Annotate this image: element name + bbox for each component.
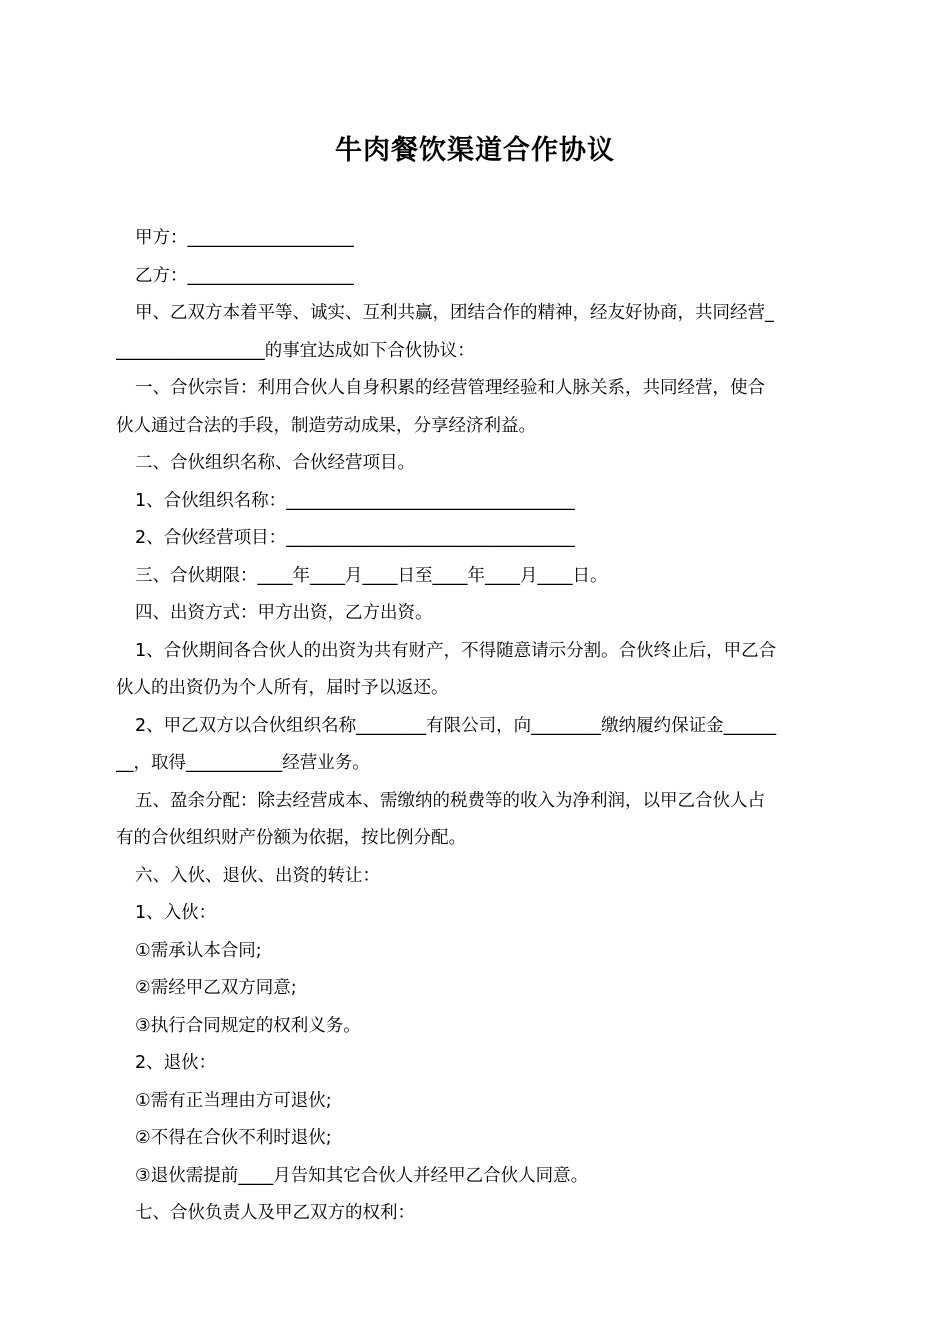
business-project-line: 2、合伙经营项目：_________________________________: [135, 528, 575, 548]
admission-item-1: ①需承认本合同;: [135, 940, 262, 961]
section-4-heading: 四、出资方式：甲方出资，乙方出资。: [135, 603, 433, 623]
party-b-line: 乙方：___________________: [135, 265, 354, 286]
preamble-line-1: 甲、乙双方本着平等、诚实、互利共赢，团结合作的精神，经友好协商，共同经营_: [135, 303, 774, 323]
section-4-item-2-line-2: __，取得___________经营业务。: [116, 753, 370, 773]
withdrawal-item-2: ②不得在合伙不利时退伙;: [135, 1128, 332, 1148]
admission-heading: 1、入伙：: [135, 903, 217, 923]
withdrawal-heading: 2、退伙：: [135, 1053, 217, 1073]
document-body: [116, 220, 836, 1233]
preamble-line-2: _________________的事宜达成如下合伙协议：: [116, 340, 475, 361]
section-4-item-1-line-2: 伙人的出资仍为个人所有，届时予以返还。: [116, 678, 449, 698]
section-6-heading: 六、入伙、退伙、出资的转让：: [135, 865, 380, 886]
admission-item-2: ②需经甲乙双方同意;: [135, 978, 297, 998]
section-1-line-2: 伙人通过合法的手段，制造劳动成果，分享经济利益。: [116, 415, 536, 436]
admission-item-3: ③执行合同规定的权利义务。: [135, 1015, 361, 1036]
withdrawal-item-1: ①需有正当理由方可退伙;: [135, 1090, 332, 1111]
org-name-line: 1、合伙组织名称：_________________________________: [135, 490, 575, 511]
section-5-line-2: 有的合伙组织财产份额为依据，按比例分配。: [116, 828, 466, 848]
section-4-item-1-line-1: 1、合伙期间各合伙人的出资为共有财产，不得随意请示分割。合伙终止后，甲乙合: [135, 640, 777, 661]
party-a-line: 甲方：___________________: [135, 228, 354, 248]
withdrawal-item-3: ③退伙需提前____月告知其它合伙人并经甲乙合伙人同意。: [135, 1165, 589, 1186]
section-5-line-1: 五、盈余分配：除去经营成本、需缴纳的税费等的收入为净利润，以甲乙合伙人占: [135, 790, 765, 811]
document-title: 牛肉餐饮渠道合作协议: [335, 135, 615, 166]
section-4-item-2-line-1: 2、甲乙双方以合伙组织名称________有限公司，向________缴纳履约保证金______: [135, 715, 777, 736]
section-2-heading: 二、合伙组织名称、合伙经营项目。: [135, 453, 415, 473]
section-1-line-1: 一、合伙宗旨：利用合伙人自身积累的经营管理经验和人脉关系，共同经营，使合: [135, 378, 765, 398]
section-7-heading: 七、合伙负责人及甲乙双方的权利：: [135, 1203, 415, 1223]
section-3-term-line: 三、合伙期限：____年____月____日至____年____月____日。: [135, 565, 608, 586]
